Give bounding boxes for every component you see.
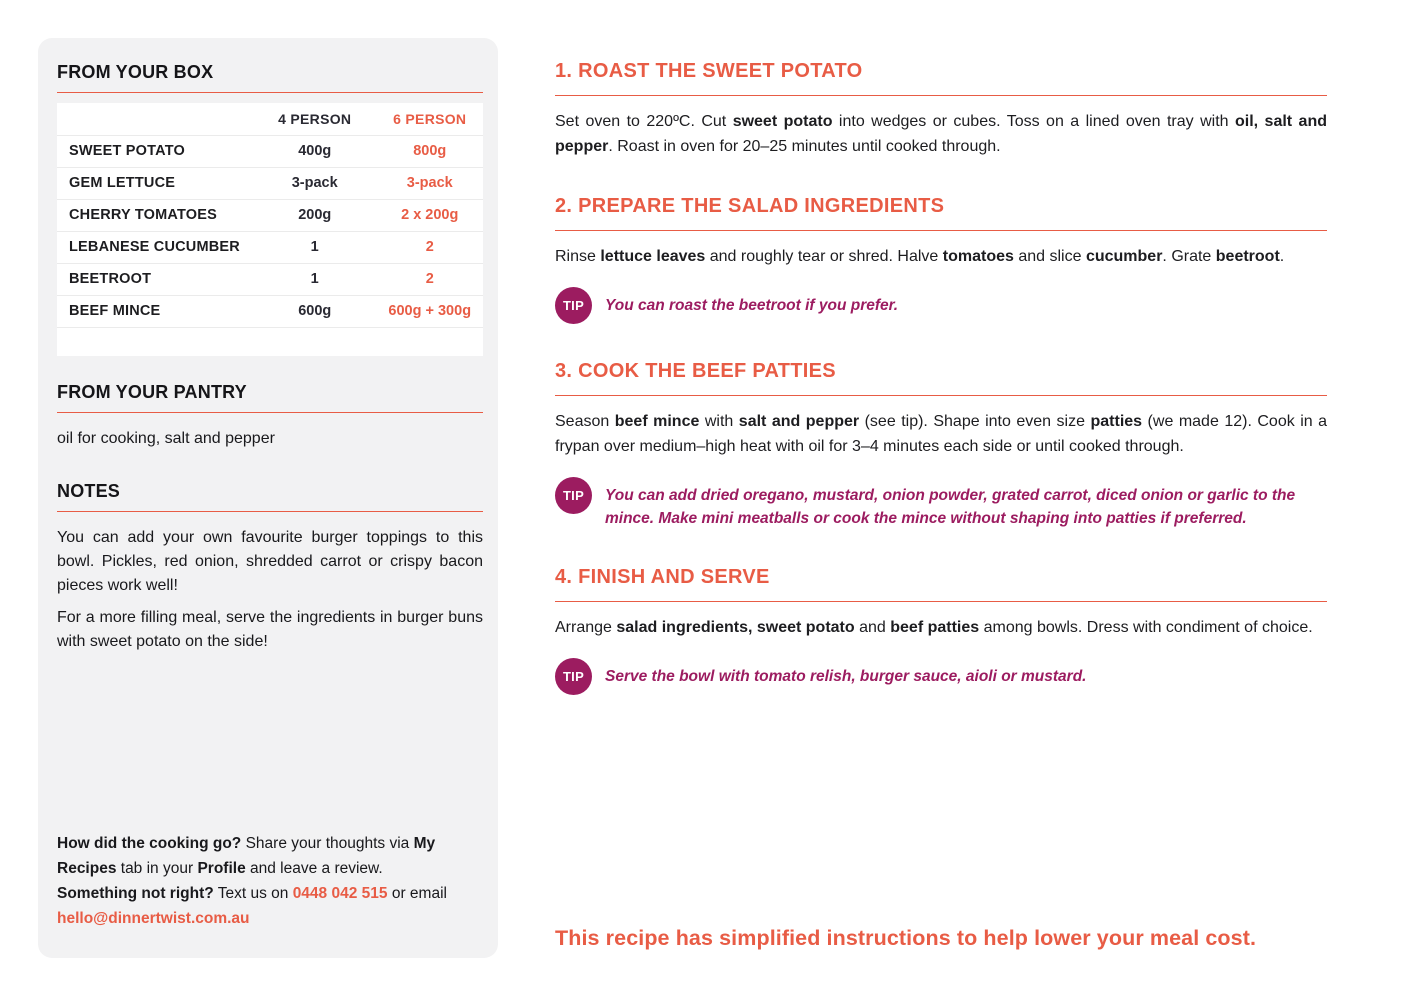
col-header-ingredient — [57, 103, 253, 135]
table-header-row — [57, 103, 483, 135]
step-4-title: 4. FINISH AND SERVE — [555, 566, 1327, 602]
step-3 — [555, 360, 1327, 530]
pantry-text: oil for cooking, salt and pepper — [57, 429, 275, 447]
from-your-box-section — [57, 62, 483, 356]
text-segment: and leave a review. — [245, 860, 383, 877]
ingredient-name: LEBANESE CUCUMBER — [69, 239, 240, 255]
text-segment: salad ingredients, sweet potato — [616, 619, 855, 636]
ingredient-name: CHERRY TOMATOES — [69, 207, 218, 223]
notes-section — [57, 481, 483, 654]
text-segment: Text us on — [213, 885, 293, 902]
text-segment: and roughly tear or shred. Halve — [705, 248, 943, 265]
instructions — [555, 60, 1327, 695]
text-segment: . Grate — [1162, 248, 1216, 265]
footer-contact — [57, 831, 482, 931]
text-segment: beef patties — [890, 619, 980, 636]
ingredients-table — [57, 103, 483, 328]
ingredients-table-panel — [57, 103, 483, 356]
text-segment: or email — [387, 885, 447, 902]
qty-4-person: 1 — [310, 239, 319, 255]
text-segment: lettuce leaves — [600, 248, 706, 265]
text-segment: among bowls. Dress with condiment of choice. — [979, 619, 1313, 636]
tip-text: You can roast the beetroot if you prefer. — [605, 297, 899, 314]
tip-badge: TIP — [555, 287, 592, 324]
text-segment: Arrange — [555, 619, 617, 636]
support-text — [57, 881, 482, 931]
from-your-pantry-section — [57, 382, 483, 451]
text-segment: My Recipes — [57, 835, 436, 877]
qty-4-person: 1 — [310, 271, 319, 287]
text-segment: How did the cooking go? — [57, 835, 242, 852]
qty-6-person: 2 — [425, 271, 434, 287]
col-header-4-person: 4 PERSON — [278, 110, 352, 127]
tagline: This recipe has simplified instructions to help lower your meal cost. — [555, 926, 1257, 950]
ingredient-name: BEEF MINCE — [69, 303, 161, 319]
text-segment: and slice — [1013, 248, 1086, 265]
text-segment: beef mince — [614, 413, 700, 430]
sidebar — [38, 38, 498, 958]
text-segment: cucumber — [1085, 248, 1163, 265]
step-1-title: 1. ROAST THE SWEET POTATO — [555, 60, 1327, 96]
text-segment: sweet potato — [732, 113, 833, 130]
text-segment: . Roast in oven for 20–25 minutes until cooked through. — [608, 138, 1001, 155]
qty-4-person: 400g — [298, 143, 332, 159]
text-segment: tab in your — [116, 860, 198, 877]
text-segment: (we made 12). Cook in a frypan over medium–high heat with oil for 3–4 minutes each side or until cooked through. — [555, 413, 1328, 455]
tip-badge: TIP — [555, 658, 592, 695]
qty-6-person: 600g + 300g — [388, 303, 472, 319]
qty-4-person: 600g — [298, 303, 332, 319]
step-1-body — [555, 109, 1327, 159]
text-segment: and — [854, 619, 891, 636]
text-segment: with — [699, 413, 739, 430]
text-segment: Set oven to 220ºC. Cut — [555, 113, 733, 130]
table-row — [57, 199, 483, 231]
text-segment: Share your thoughts via — [241, 835, 414, 852]
step-3-title: 3. COOK THE BEEF PATTIES — [555, 360, 1327, 396]
phone-link[interactable]: 0448 042 515 — [292, 885, 388, 902]
text-segment: into wedges or cubes. Toss on a lined oven tray with — [832, 113, 1235, 130]
text-segment: salt and pepper — [738, 413, 860, 430]
step-4 — [555, 566, 1327, 695]
text-segment: Something not right? — [57, 885, 214, 902]
step-2-tip — [555, 287, 1327, 324]
table-row — [57, 167, 483, 199]
qty-6-person: 2 — [425, 239, 434, 255]
qty-6-person: 2 x 200g — [401, 207, 459, 223]
step-2-body — [555, 244, 1327, 269]
qty-6-person: 3-pack — [406, 175, 453, 191]
table-row — [57, 231, 483, 263]
notes-paragraph: You can add your own favourite burger toppings to this bowl. Pickles, red onion, shredded carrot or crispy bacon pieces work well! — [57, 528, 483, 594]
text-segment: . — [1279, 248, 1285, 265]
step-4-body — [555, 615, 1327, 640]
text-segment: (see tip). Shape into even size — [859, 413, 1091, 430]
step-2-title: 2. PREPARE THE SALAD INGREDIENTS — [555, 195, 1327, 231]
text-segment: Profile — [197, 860, 246, 877]
text-segment: oil, salt and pepper — [555, 113, 1328, 155]
tip-text: You can add dried oregano, mustard, onion powder, grated carrot, diced onion or garlic to the mince. Make mini meatballs or cook the mince without shaping into patties if preferred. — [605, 487, 1296, 527]
step-3-tip — [555, 477, 1327, 530]
qty-6-person: 800g — [413, 143, 447, 159]
qty-4-person: 3-pack — [291, 175, 338, 191]
notes-paragraph: For a more filling meal, serve the ingredients in burger buns with sweet potato on the side! — [57, 608, 483, 650]
text-segment: Season — [555, 413, 615, 430]
text-segment: tomatoes — [942, 248, 1014, 265]
ingredient-name: BEETROOT — [69, 271, 152, 287]
qty-4-person: 200g — [298, 207, 332, 223]
notes-title: NOTES — [57, 481, 483, 512]
col-header-6-person: 6 PERSON — [393, 110, 467, 127]
step-2 — [555, 195, 1327, 324]
tip-text: Serve the bowl with tomato relish, burger sauce, aioli or mustard. — [605, 668, 1087, 685]
email-link[interactable]: hello@dinnertwist.com.au — [57, 910, 250, 927]
table-row — [57, 263, 483, 295]
feedback-text — [57, 831, 482, 881]
text-segment: beetroot — [1215, 248, 1280, 265]
step-1 — [555, 60, 1327, 159]
table-row — [57, 295, 483, 327]
text-segment: patties — [1090, 413, 1143, 430]
ingredient-name: SWEET POTATO — [69, 143, 185, 159]
step-4-tip — [555, 658, 1327, 695]
text-segment: Rinse — [555, 248, 601, 265]
tip-badge: TIP — [555, 477, 592, 514]
ingredient-name: GEM LETTUCE — [69, 175, 176, 191]
table-row — [57, 135, 483, 167]
from-your-box-title: FROM YOUR BOX — [57, 62, 483, 93]
from-your-pantry-title: FROM YOUR PANTRY — [57, 382, 483, 413]
step-3-body — [555, 409, 1327, 459]
